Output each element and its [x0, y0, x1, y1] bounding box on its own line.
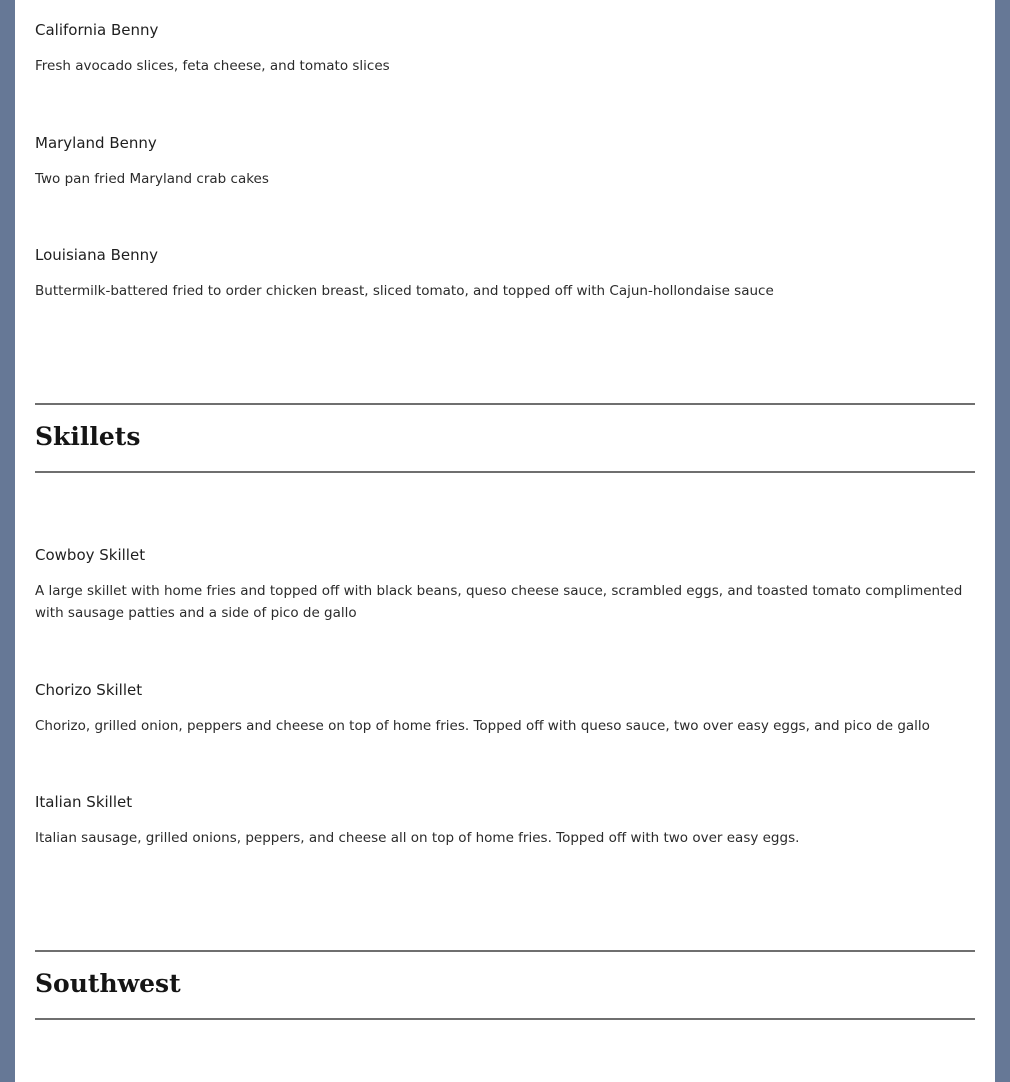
menu-item-name: Louisiana Benny — [35, 246, 158, 264]
section-header-southwest — [35, 950, 975, 1020]
menu-item-name: Maryland Benny — [35, 134, 157, 152]
menu-item-name: Chorizo Skillet — [35, 681, 143, 699]
menu-item-name: California Benny — [35, 21, 159, 39]
menu-item-name: Cowboy Skillet — [35, 546, 146, 564]
section-divider — [35, 1018, 975, 1020]
menu-item-description: Two pan fried Maryland crab cakes — [35, 171, 269, 187]
section-title: Southwest — [35, 969, 181, 998]
section-header-skillets — [35, 403, 975, 473]
menu-item-description: Chorizo, grilled onion, peppers and cheese on top of home fries. Topped off with queso sauce, two over easy eggs, and pico de gallo — [35, 718, 930, 734]
section-divider — [35, 950, 975, 952]
menu-item-description: Buttermilk-battered fried to order chicken breast, sliced tomato, and topped off with Cajun-hollondaise sauce — [35, 283, 774, 299]
menu-item-description: A large skillet with home fries and topped off with black beans, queso cheese sauce, scrambled eggs, and toasted tomato complimented with sausage patties and a side of pico de gallo — [35, 583, 963, 621]
menu-item-description: Italian sausage, grilled onions, peppers, and cheese all on top of home fries. Topped off with two over easy eggs. — [35, 830, 800, 846]
section-title: Skillets — [35, 422, 141, 451]
menu-item-description: Fresh avocado slices, feta cheese, and tomato slices — [35, 58, 390, 74]
menu-item-name: Italian Skillet — [35, 793, 133, 811]
section-divider — [35, 471, 975, 473]
menu-page — [15, 0, 995, 1082]
section-divider — [35, 403, 975, 405]
